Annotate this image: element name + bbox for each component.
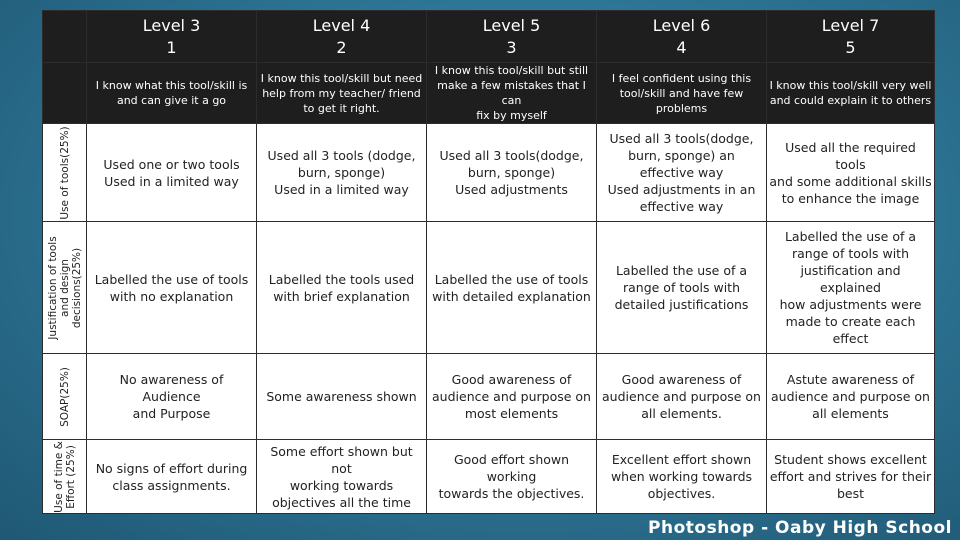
- rubric-cell: Student shows excellent effort and strives for their best: [767, 440, 935, 514]
- level-label: Level 4: [312, 15, 371, 35]
- rubric-cell: Used all 3 tools(dodge, burn, sponge) Used adjustments: [427, 124, 597, 222]
- criterion-label: SOAP(25%): [58, 366, 71, 427]
- criterion-label: Use of tools(25%): [58, 125, 71, 220]
- rubric-cell: Labelled the use of tools with detailed explanation: [427, 222, 597, 354]
- criterion-cell: [43, 354, 87, 440]
- rubric-cell: Some awareness shown: [257, 354, 427, 440]
- rubric-cell: Good awareness of audience and purpose on most elements: [427, 354, 597, 440]
- rubric-cell: Labelled the use of a range of tools with detailed justifications: [597, 222, 767, 354]
- level-header-6: [597, 11, 767, 63]
- criterion-label: Use of time & Effort (25%): [52, 440, 77, 513]
- rubric-row-soap: [43, 354, 935, 440]
- level-header-7: [767, 11, 935, 63]
- level-number: 1: [166, 37, 177, 57]
- rubric-row-effort: [43, 440, 935, 514]
- level-descriptor: I know this tool/skill very well and could explain it to others: [767, 63, 935, 124]
- corner-cell: [43, 11, 87, 63]
- rubric-row-tools: [43, 124, 935, 222]
- criterion-cell: [43, 440, 87, 514]
- level-descriptor: I know this tool/skill but need help from my teacher/ friend to get it right.: [257, 63, 427, 124]
- rubric-cell: Good effort shown working towards the objectives.: [427, 440, 597, 514]
- rubric-cell: Used all 3 tools(dodge, burn, sponge) an effective way Used adjustments in an effective way: [597, 124, 767, 222]
- descriptor-corner-cell: [43, 63, 87, 124]
- level-label: Level 3: [142, 15, 201, 35]
- rubric-cell: Good awareness of audience and purpose on all elements.: [597, 354, 767, 440]
- criterion-cell: [43, 222, 87, 354]
- level-number: 5: [845, 37, 856, 57]
- level-descriptor: I feel confident using this tool/skill and have few problems: [597, 63, 767, 124]
- level-label: Level 6: [652, 15, 711, 35]
- level-number: 4: [676, 37, 687, 57]
- level-descriptor: I know this tool/skill but still make a few mistakes that I can fix by myself: [427, 63, 597, 124]
- level-number: 3: [506, 37, 517, 57]
- rubric-cell: Some effort shown but not working towards objectives all the time: [257, 440, 427, 514]
- level-label: Level 7: [821, 15, 880, 35]
- rubric-row-justification: [43, 222, 935, 354]
- level-header-3: [87, 11, 257, 63]
- rubric-cell: Used all the required tools and some additional skills to enhance the image: [767, 124, 935, 222]
- level-header-4: [257, 11, 427, 63]
- rubric-cell: Astute awareness of audience and purpose on all elements: [767, 354, 935, 440]
- level-descriptor: I know what this tool/skill is and can give it a go: [87, 63, 257, 124]
- rubric-cell: Excellent effort shown when working towards objectives.: [597, 440, 767, 514]
- rubric-cell: Labelled the use of a range of tools with justification and explained how adjustments were made to create each effect: [767, 222, 935, 354]
- rubric-cell: No awareness of Audience and Purpose: [87, 354, 257, 440]
- rubric-cell: No signs of effort during class assignments.: [87, 440, 257, 514]
- level-number: 2: [336, 37, 347, 57]
- rubric-cell: Used one or two tools Used in a limited way: [87, 124, 257, 222]
- rubric-cell: Labelled the use of tools with no explanation: [87, 222, 257, 354]
- criterion-label: Justification of tools and design decisions(25%): [46, 235, 83, 340]
- rubric-cell: Used all 3 tools (dodge, burn, sponge) Used in a limited way: [257, 124, 427, 222]
- footer-caption: Photoshop - Oaby High School: [648, 518, 952, 538]
- assessment-rubric-table: [42, 10, 935, 514]
- descriptor-row: [43, 63, 935, 124]
- level-header-row: [43, 11, 935, 63]
- level-header-5: [427, 11, 597, 63]
- rubric-cell: Labelled the tools used with brief explanation: [257, 222, 427, 354]
- criterion-cell: [43, 124, 87, 222]
- level-label: Level 5: [482, 15, 541, 35]
